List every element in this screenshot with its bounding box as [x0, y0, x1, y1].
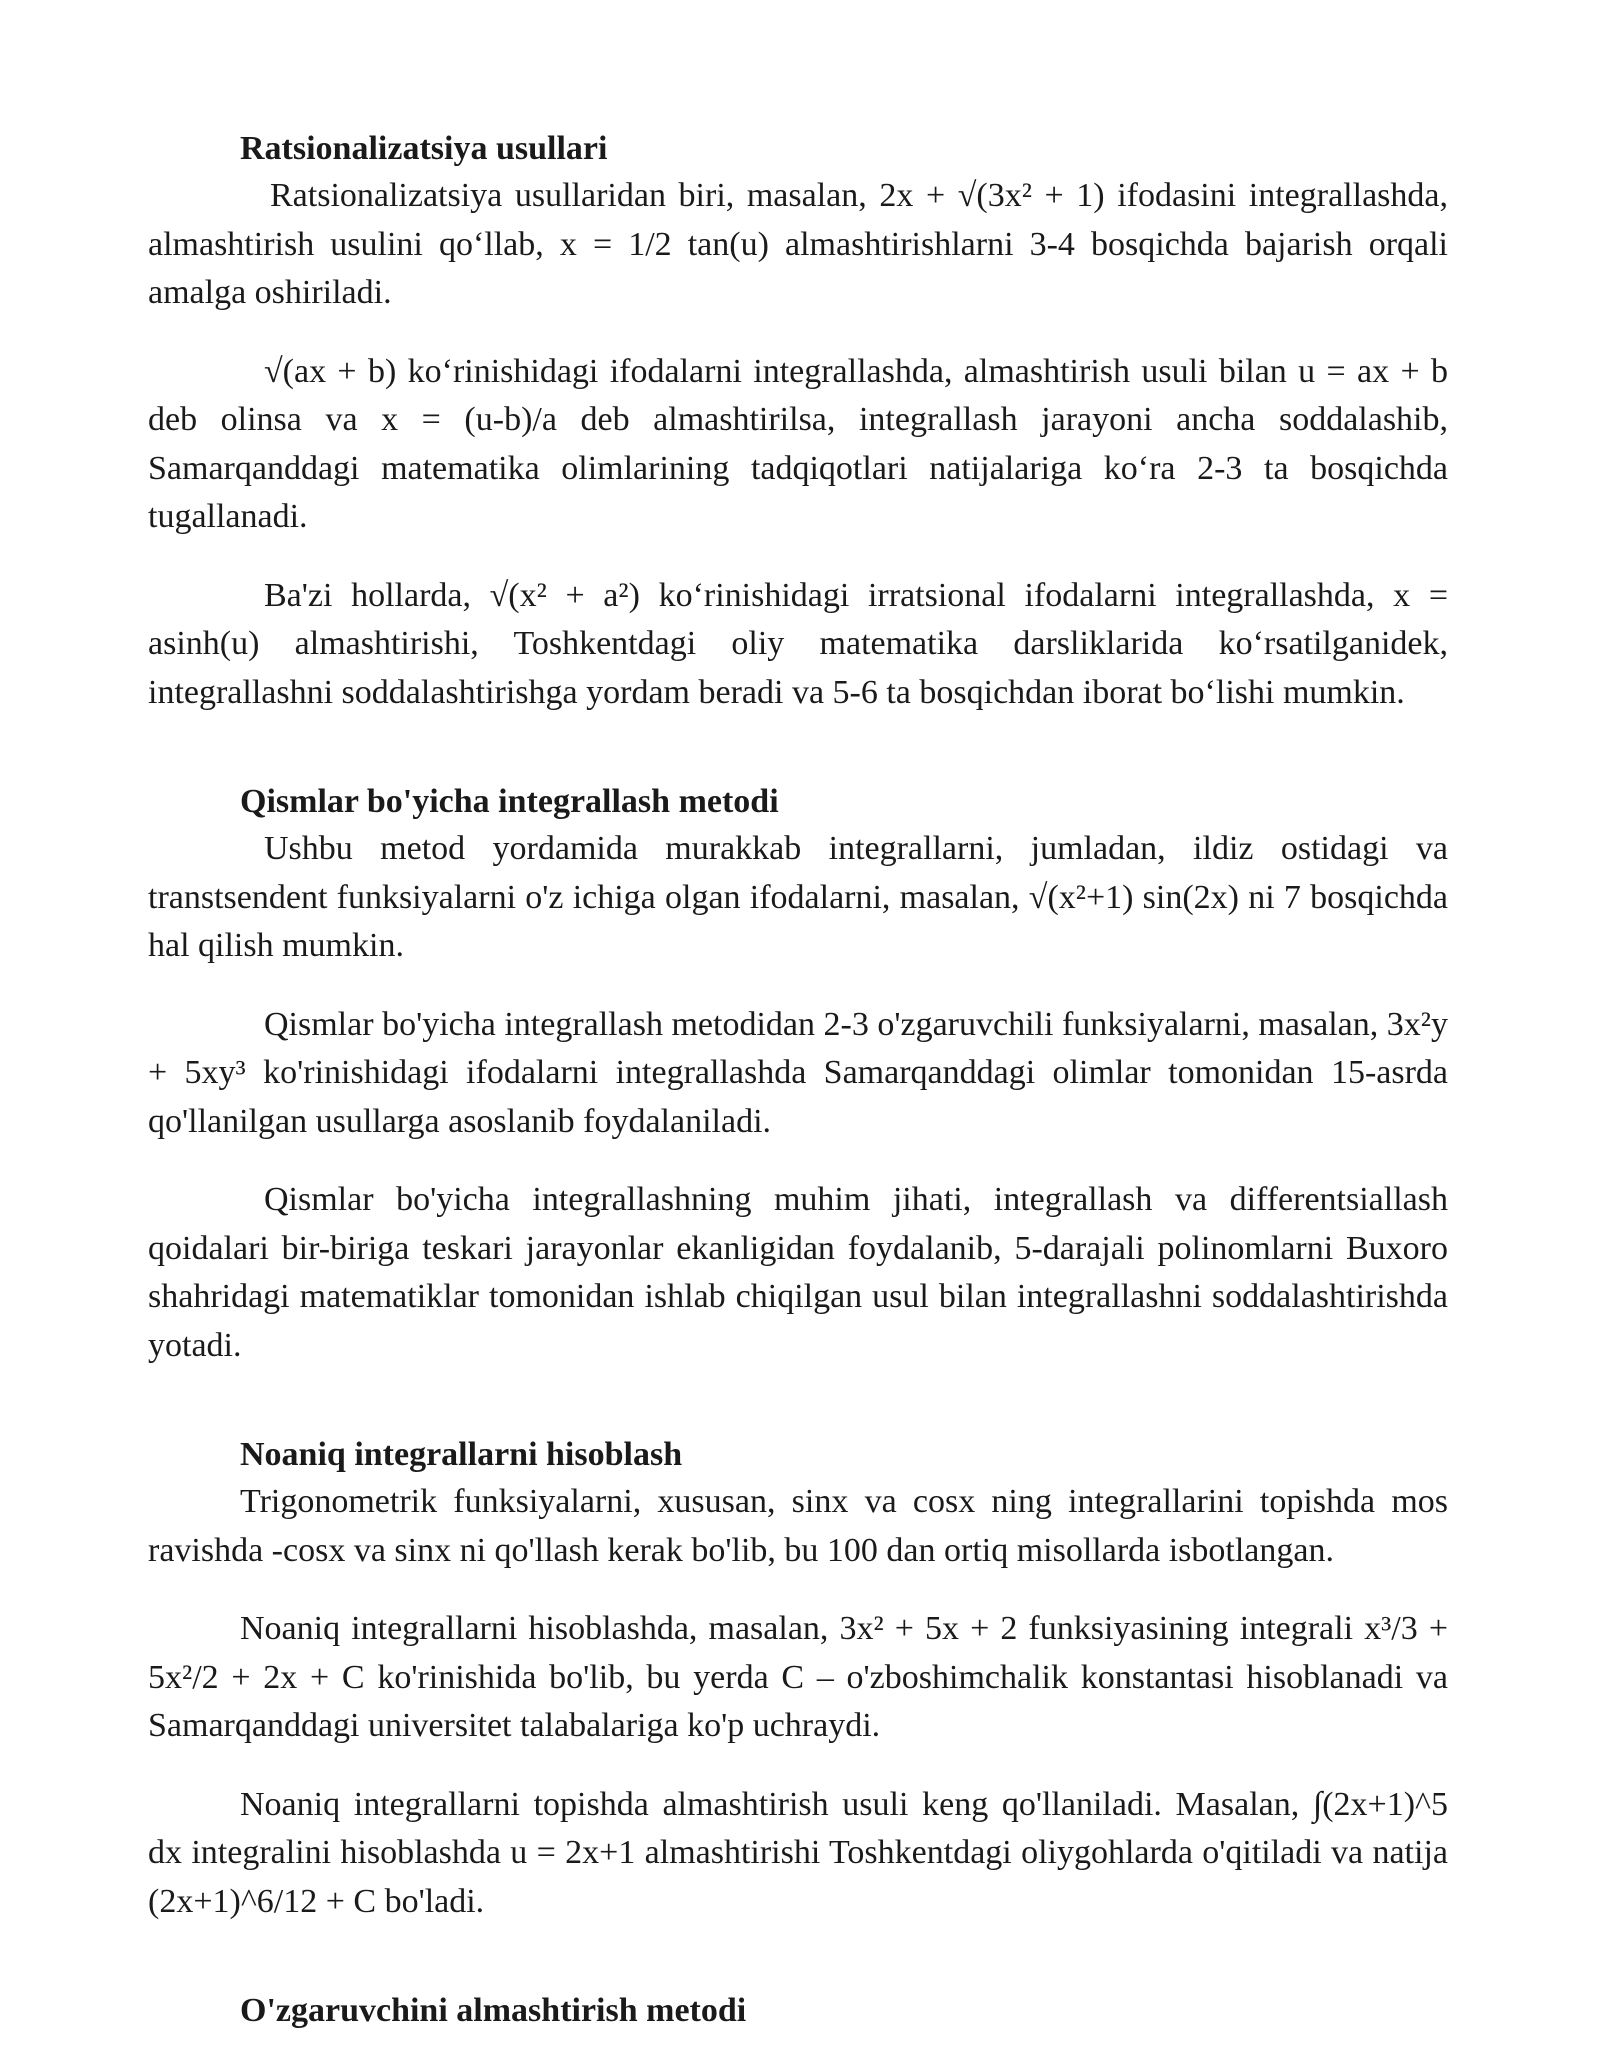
paragraph: Ratsionalizatsiya usullaridan biri, masalan, 2x + √(3x² + 1) ifodasini integrallashda, almashtirish usulini qo‘llab, x = 1/2 tan(u) almashtirishlarni 3-4 bosqichda bajarish orqali amalga oshiriladi.	[148, 177, 1448, 311]
section-integration-by-parts	[148, 779, 1448, 1370]
section-variable-substitution	[148, 1988, 1448, 2034]
section-heading: Noaniq integrallarni hisoblash	[240, 1436, 683, 1473]
paragraph: Ushbu metod yordamida murakkab integrallarni, jumladan, ildiz ostidagi va transtsendent funksiyalarni o'z ichiga olgan ifodalarni, masalan, √(x²+1) sin(2x) ni 7 bosqichda hal qilish mumkin.	[148, 830, 1448, 964]
paragraph: Noaniq integrallarni hisoblashda, masalan, 3x² + 5x + 2 funksiyasining integrali x³/3 + 5x²/2 + 2x + C ko'rinishida bo'lib, bu yerda C – o'zboshimchalik konstantasi hisoblanadi va Samarqanddagi universitet talabalariga ko'p uchraydi.	[148, 1610, 1448, 1744]
section-heading: Ratsionalizatsiya usullari	[240, 130, 608, 167]
section-rationalization	[148, 126, 1448, 717]
paragraph: Qismlar bo'yicha integrallash metodidan 2-3 o'zgaruvchili funksiyalarni, masalan, 3x²y + 5xy³ ko'rinishidagi ifodalarni integrallashda Samarqanddagi olimlar tomonidan 15-asrda qo'llanilgan usullarga asoslanib foydalaniladi.	[148, 1005, 1448, 1140]
section-heading: O'zgaruvchini almashtirish metodi	[240, 1992, 747, 2029]
paragraph: Noaniq integrallarni topishda almashtirish usuli keng qo'llaniladi. Masalan, ∫(2x+1)^5 dx integralini hisoblashda u = 2x+1 almashtirishi Toshkentdagi oliygohlarda o'qitiladi va natija (2x+1)^6/12 + C bo'ladi.	[148, 1785, 1448, 1920]
paragraph: Trigonometrik funksiyalarni, xususan, sinx va cosx ning integrallarini topishda mos ravishda -cosx va sinx ni qo'llash kerak bo'lib, bu 100 dan ortiq misollarda isbotlangan.	[148, 1483, 1448, 1569]
document-page	[148, 126, 1448, 2034]
section-indefinite-integrals	[148, 1432, 1448, 1926]
section-heading: Qismlar bo'yicha integrallash metodi	[240, 783, 779, 820]
paragraph: √(ax + b) ko‘rinishidagi ifodalarni integrallashda, almashtirish usuli bilan u = ax + b deb olinsa va x = (u-b)/a deb almashtirilsa, integrallash jarayoni ancha soddalashib, Samarqanddagi matematika olimlarining tadqiqotlari natijalariga ko‘ra 2-3 ta bosqichda tugallanadi.	[148, 352, 1448, 535]
paragraph: Ba'zi hollarda, √(x² + a²) ko‘rinishidagi irratsional ifodalarni integrallashda, x = asinh(u) almashtirishi, Toshkentdagi oliy matematika darsliklarida ko‘rsatilganidek, integrallashni soddalashtirishga yordam beradi va 5-6 ta bosqichdan iborat bo‘lishi mumkin.	[148, 576, 1448, 711]
paragraph: Qismlar bo'yicha integrallashning muhim jihati, integrallash va differentsiallash qoidalari bir-biriga teskari jarayonlar ekanligidan foydalanib, 5-darajali polinomlarni Buxoro shahridagi matematiklar tomonidan ishlab chiqilgan usul bilan integrallashni soddalashtirishda yotadi.	[148, 1181, 1448, 1364]
